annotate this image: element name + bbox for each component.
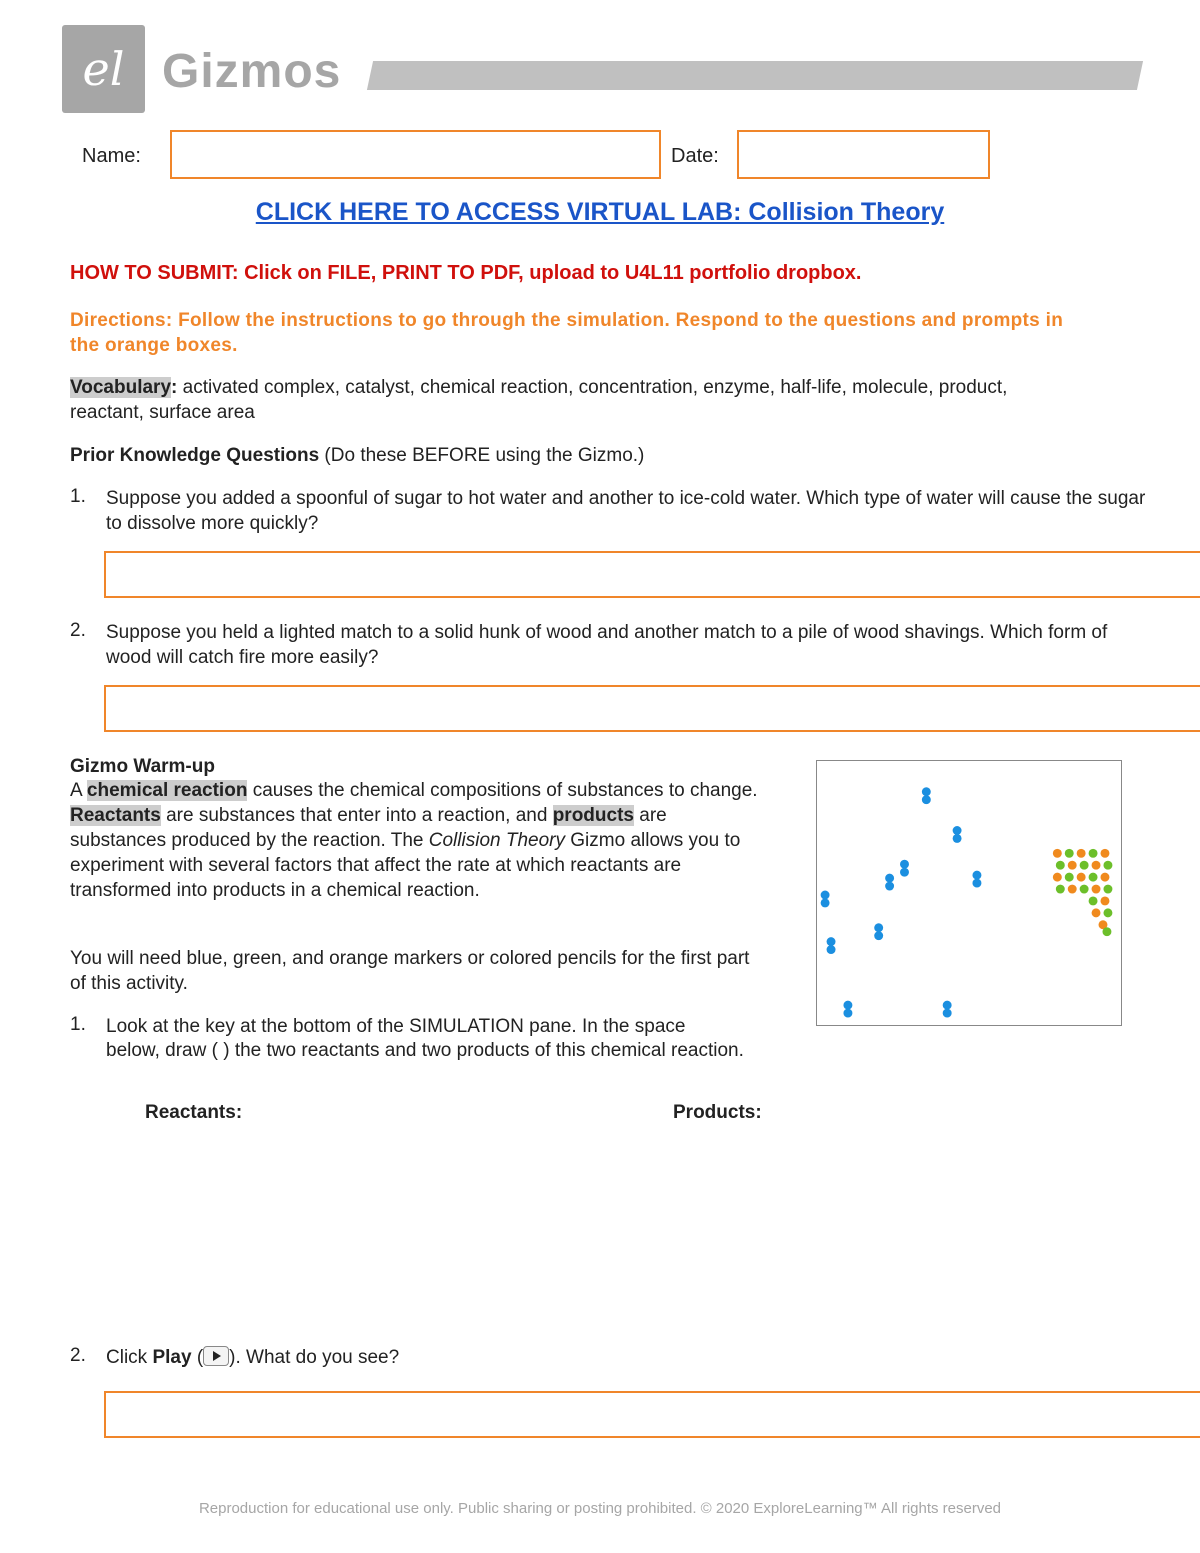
reactant-atom (885, 874, 894, 883)
reactant-atom (922, 787, 931, 796)
product-atom (1053, 873, 1062, 882)
vocabulary-colon: : (171, 377, 178, 398)
reactant-atom (972, 879, 981, 888)
text-run: are substances produced by the reaction. The (70, 805, 667, 851)
product-atom (1080, 861, 1089, 870)
vocabulary-terms: activated complex, catalyst, chemical reaction, concentration, enzyme, half-life, molecule, product, reactant, surface area (70, 377, 1008, 423)
warmup-question-1-line-1: Look at the key at the bottom of the SIMULATION pane. In the space (106, 1016, 686, 1037)
virtual-lab-link[interactable]: CLICK HERE TO ACCESS VIRTUAL LAB: Collision Theory (255, 198, 945, 226)
product-atom (1101, 849, 1110, 858)
prior-knowledge-heading (70, 443, 644, 468)
product-atom (1089, 896, 1098, 905)
product-atom (1103, 861, 1112, 870)
text-run: ( (191, 1347, 204, 1368)
product-atom (1077, 873, 1086, 882)
reactant-atom (943, 1009, 952, 1018)
gizmo-name: Collision Theory (428, 830, 565, 851)
product-atom (1068, 885, 1077, 894)
date-field[interactable] (737, 130, 990, 179)
prior-answer-1-field[interactable] (104, 551, 1200, 598)
product-atom (1065, 849, 1074, 858)
prior-question-1: Suppose you added a spoonful of sugar to hot water and another to ice-cold water. Which type of water will cause the sugar to dissolve more quickly? (106, 488, 1146, 534)
products-label: Products: (673, 1102, 762, 1123)
product-atom (1103, 908, 1112, 917)
warmup-question-2 (106, 1345, 399, 1370)
reactant-atom (874, 923, 883, 932)
question-number: 1. (70, 486, 86, 507)
text-run: ). What do you see? (229, 1347, 400, 1368)
text-run: Click (106, 1347, 153, 1368)
product-atom (1092, 861, 1101, 870)
play-label: Play (152, 1347, 192, 1368)
reactant-atom (827, 945, 836, 954)
name-label: Name: (82, 145, 141, 167)
reactant-atom (900, 868, 909, 877)
text-run: are substances that enter into a reaction, and (160, 805, 553, 826)
prior-question-2: Suppose you held a lighted match to a solid hunk of wood and another match to a pile of wood shavings. Which form of wood will catch fire more easily? (106, 622, 1108, 668)
product-atom (1102, 927, 1111, 936)
product-atom (1080, 885, 1089, 894)
reactant-atom (885, 882, 894, 891)
warmup-question-1-line-2: below, draw ( ) the two reactants and two products of this chemical reaction. (106, 1040, 744, 1061)
name-field[interactable] (170, 130, 661, 179)
question-number: 2. (70, 1345, 86, 1366)
product-atom (1089, 873, 1098, 882)
play-icon (203, 1346, 229, 1366)
directions: Directions: Follow the instructions to go through the simulation. Respond to the questions and prompts in the orange boxes. (70, 310, 1064, 356)
product-atom (1077, 849, 1086, 858)
product-atom (1101, 896, 1110, 905)
text-run: Gizmo allows you to experiment with several factors that affect the rate at which reactants are transformed into products in a chemical reaction. (70, 830, 741, 901)
product-atom (1068, 861, 1077, 870)
product-atom (1092, 885, 1101, 894)
reactant-atom (943, 1001, 952, 1010)
product-atom (1103, 885, 1112, 894)
reactant-atom (821, 898, 830, 907)
reactant-atom (827, 937, 836, 946)
explorelearning-logo-icon: el (82, 42, 125, 96)
question-number: 2. (70, 620, 86, 641)
term-reactants: Reactants (70, 805, 161, 826)
reactant-atom (843, 1001, 852, 1010)
reactant-atom (843, 1009, 852, 1018)
gizmos-logo (62, 25, 145, 113)
simulation-image (816, 760, 1122, 1026)
term-chemical-reaction: chemical reaction (86, 780, 248, 801)
brand-name: Gizmos (162, 45, 342, 98)
product-atom (1092, 908, 1101, 917)
product-atom (1101, 873, 1110, 882)
reactant-atom (900, 860, 909, 869)
header-bar (367, 61, 1143, 90)
molecule-diagram (817, 761, 1121, 1025)
warmup-paragraph-2: You will need blue, green, and orange markers or colored pencils for the first part of this activity. (70, 948, 750, 994)
date-label: Date: (671, 145, 719, 167)
reactants-label: Reactants: (145, 1102, 243, 1123)
warmup-heading: Gizmo Warm-up (70, 756, 215, 777)
warmup-answer-2-field[interactable] (104, 1391, 1200, 1438)
text-run: causes the chemical compositions of substances to change. (247, 780, 758, 801)
reactant-atom (953, 834, 962, 843)
product-atom (1089, 849, 1098, 858)
vocabulary-label: Vocabulary (70, 377, 172, 398)
submit-instructions: HOW TO SUBMIT: Click on FILE, PRINT TO PDF, upload to U4L11 portfolio dropbox. (70, 262, 862, 284)
footer: Reproduction for educational use only. Public sharing or posting prohibited. © 2020 ExploreLearning™ All rights reserved (198, 1500, 1002, 1517)
prior-heading-text: Prior Knowledge Questions (70, 445, 320, 466)
reactant-atom (953, 826, 962, 835)
prior-answer-2-field[interactable] (104, 685, 1200, 732)
text-run: A (70, 780, 87, 801)
reactant-atom (922, 795, 931, 804)
product-atom (1056, 885, 1065, 894)
product-atom (1053, 849, 1062, 858)
vocabulary (70, 375, 1080, 425)
warmup-paragraph-1 (70, 778, 760, 903)
term-products: products (552, 805, 634, 826)
question-number: 1. (70, 1014, 86, 1035)
product-atom (1065, 873, 1074, 882)
prior-heading-note: (Do these BEFORE using the Gizmo.) (319, 445, 645, 466)
reactant-atom (874, 931, 883, 940)
reactant-atom (821, 891, 830, 900)
reactant-atom (972, 871, 981, 880)
product-atom (1056, 861, 1065, 870)
